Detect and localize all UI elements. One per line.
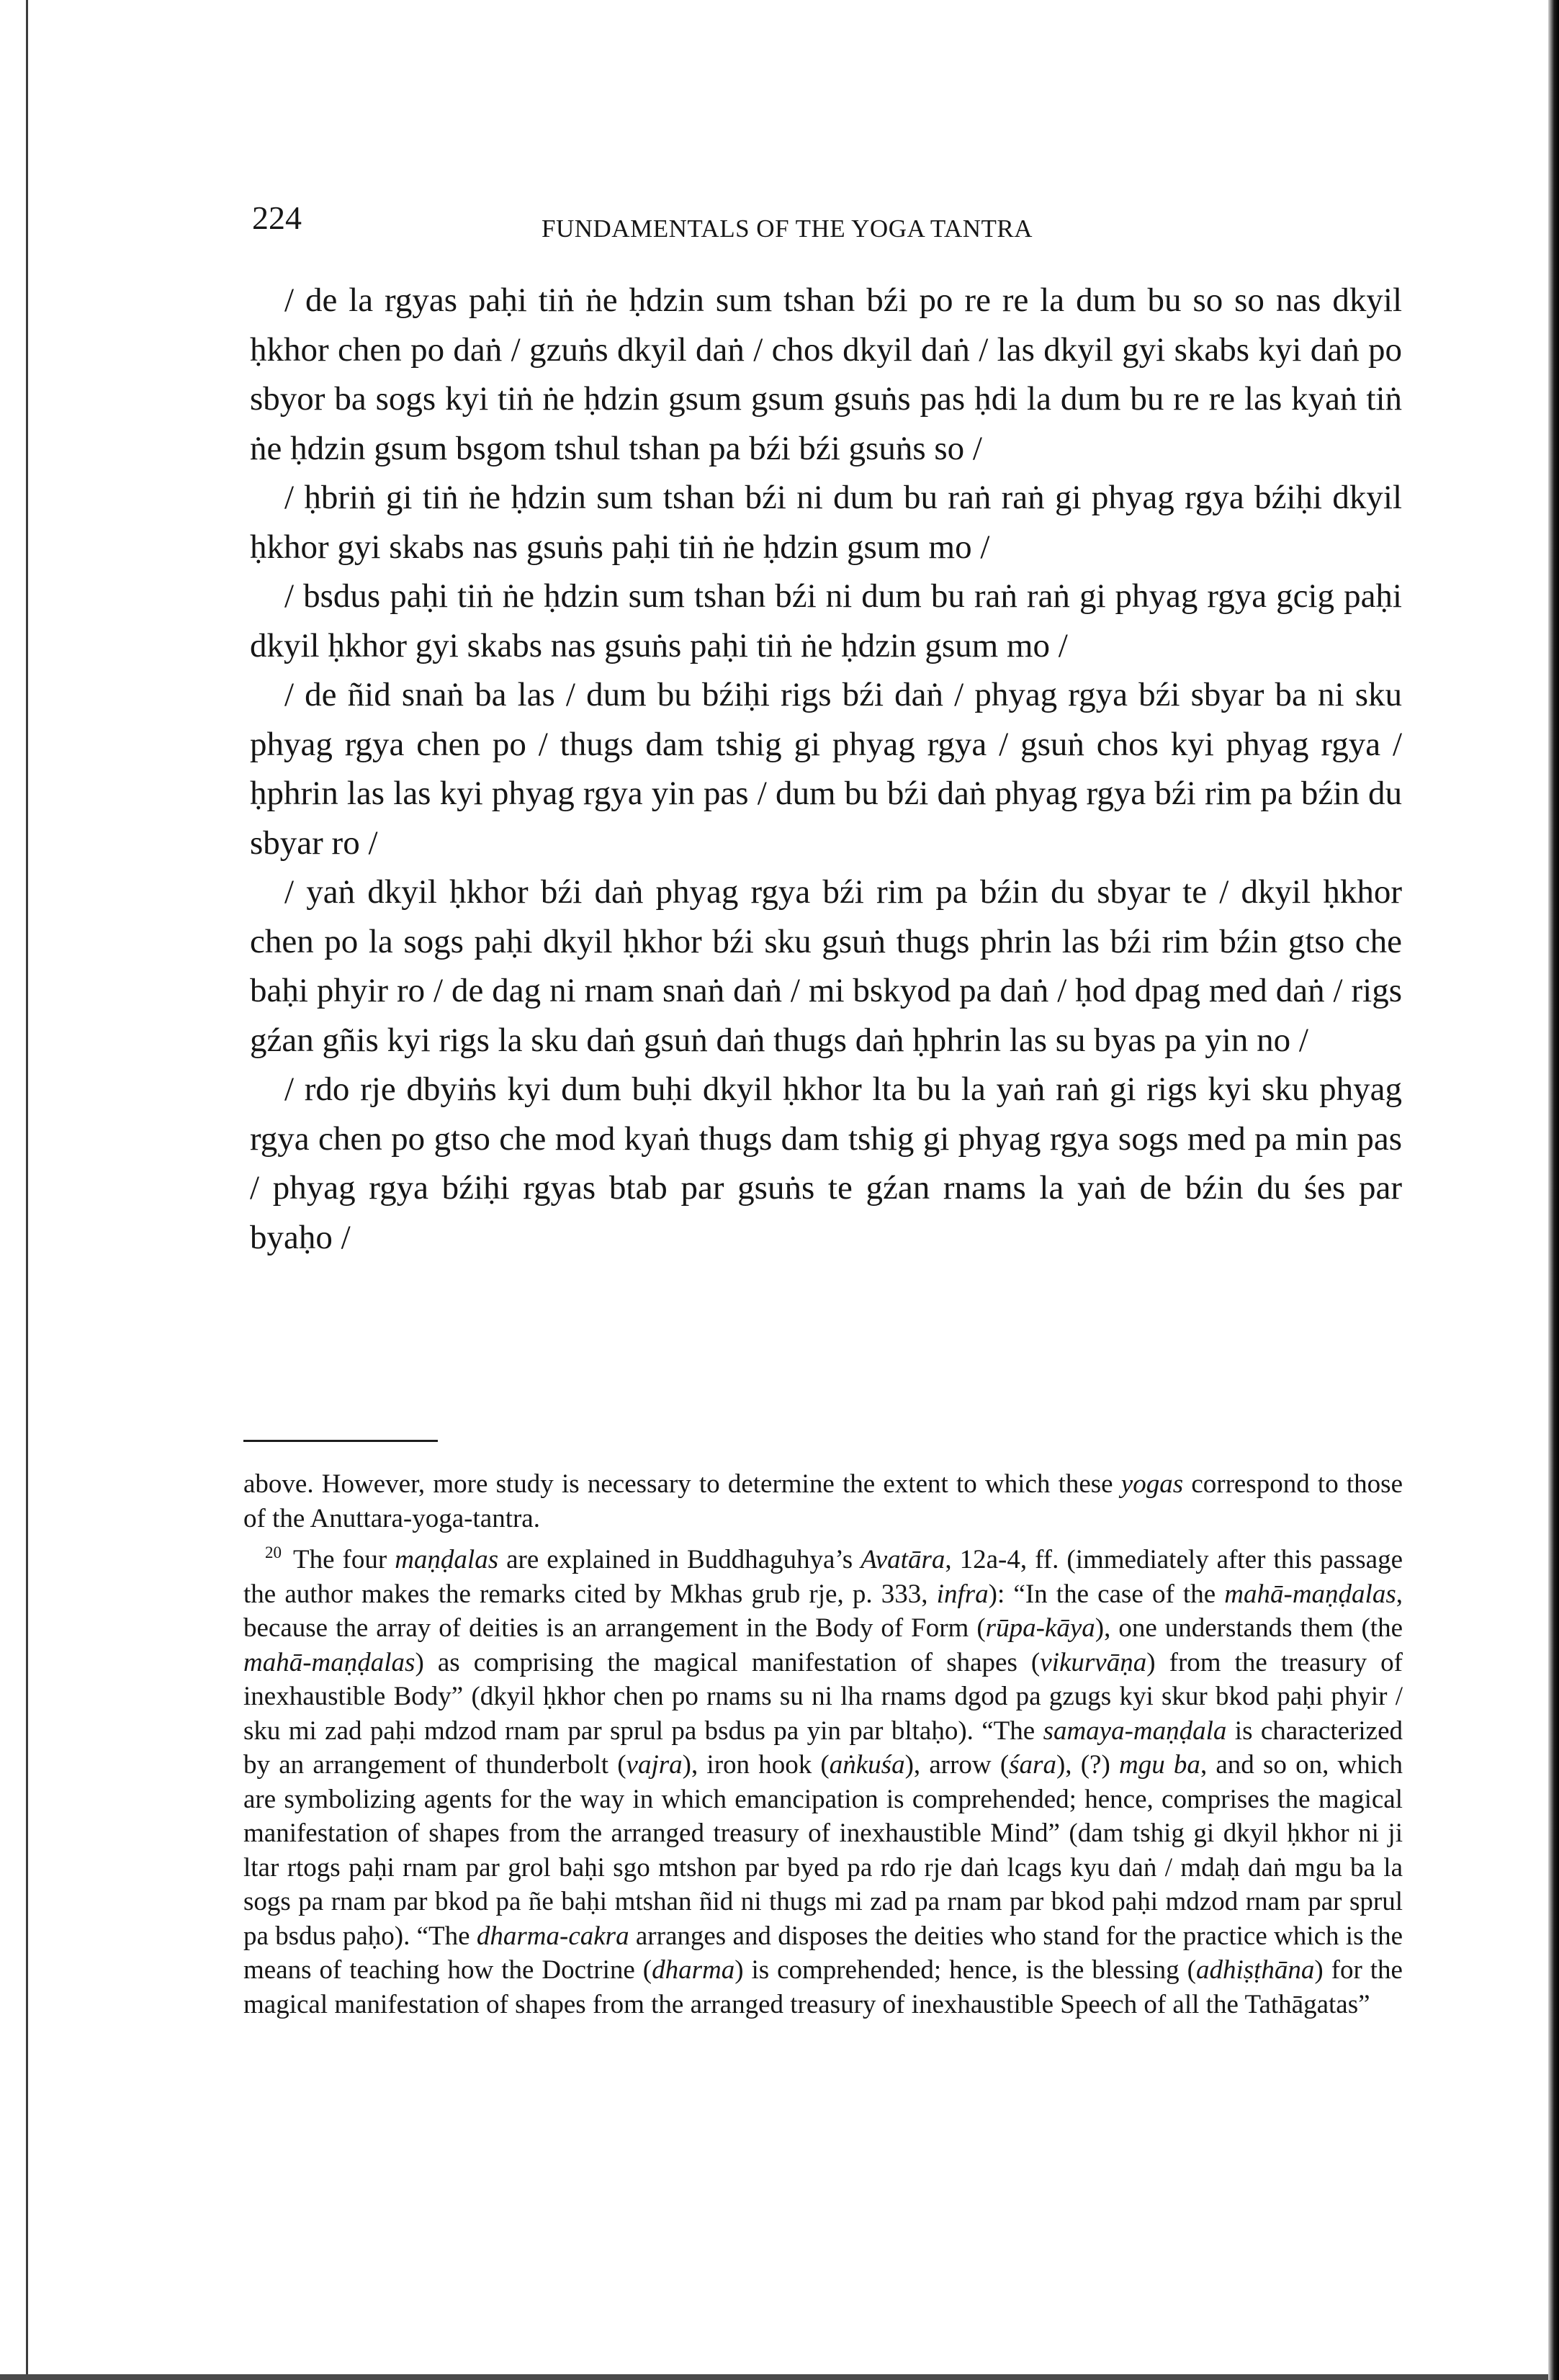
footnote-italic-term: dharma <box>652 1955 735 1985</box>
footnote-italic-term: mahā-maṇḍalas <box>243 1647 415 1677</box>
footnote-italic-term: maṇḍalas <box>395 1545 499 1574</box>
page-left-edge <box>26 0 28 2380</box>
tibetan-paragraph: / ḥbriṅ gi tiṅ ṅe ḥdzin sum tshan bźi ni dum bu raṅ raṅ gi phyag rgya bźiḥi dkyil ḥkhor gyi skabs nas gsuṅs paḥi tiṅ ṅe ḥdzin gsum mo / <box>250 479 1402 566</box>
footnote-italic-term: vajra <box>626 1750 683 1780</box>
tibetan-paragraph: / rdo rje dbyiṅs kyi dum buḥi dkyil ḥkhor lta bu la yaṅ raṅ gi rigs kyi sku phyag rgya chen po gtso che mod kyaṅ thugs dam tshig gi phyag rgya sogs med pa min pas / phyag rgya bźiḥi rgyas btab par gsuṅs te gźan rnams la yaṅ de bźin du śes par byaḥo / <box>250 1070 1402 1256</box>
footnote-separator <box>243 1440 438 1442</box>
book-spine-shadow <box>1548 0 1559 2380</box>
footnote-italic-term: śara <box>1009 1750 1056 1780</box>
footnote-italic-term: samaya-maṇḍala <box>1043 1716 1227 1746</box>
footnote-italic-term: mahā-maṇḍalas <box>1224 1579 1396 1609</box>
tibetan-paragraph: / de ñid snaṅ ba las / dum bu bźiḥi rigs bźi daṅ / phyag rgya bźi sbyar ba ni sku phyag rgya chen po / thugs dam tshig gi phyag rgya / gsuṅ chos kyi phyag rgya / ḥphrin las las kyi phyag rgya yin pas / dum bu bźi daṅ phyag rgya bźi rim pa bźin du sbyar ro / <box>250 676 1402 862</box>
main-text <box>250 276 1402 1262</box>
footnote-20: $^{20}$ The four maṇḍalas are explained in Buddhaguhya’s Avatāra, 12a-4, ff. (immediately after this passage the author makes the remarks cited by Mkhas grub rje, p. 333, infra): “In the case of the mahā-maṇḍalas, because the array of deities is an arrangement in the Body of Form (rūpa-kāya), one understands them (the mahā-maṇḍalas) as comprising the magical manifestation of shapes (vikurvāṇa) from the treasury of inexhaustible Body” (dkyil ḥkhor chen po rnams su ni lha rnams dgod pa gzugs kyi skur bkod paḥi phyir / sku mi zad paḥi mdzod rnam par sprul pa bsdus pa yin par bltaḥo). “The samaya-maṇḍala is characterized by an arrangement of thunderbolt (vajra), iron hook (aṅkuśa), arrow (śara), (?) mgu ba, and so on, which are symbolizing agents for the way in which emancipation is comprehended; hence, comprises the magical manifestation of shapes from the arranged treasury of inexhaustible Mind” (dam tshig gi dkyil ḥkhor ni ji ltar rtogs paḥi rnam par grol baḥi sgo mtshon par byed pa rdo rje daṅ lcags kyu daṅ / mdaḥ daṅ mgu ba la sogs pa rnam par bkod pa ñe baḥi mtshan ñid ni thugs mi zad pa rnam par bkod paḥi mdzod rnam par sprul pa bsdus paḥo). “The dharma-cakra arranges and disposes the deities who stand for the practice which is the means of teaching how the Doctrine (dharma) is comprehended; hence, is the blessing (adhiṣṭhāna) for the magical manifestation of shapes from the arranged treasury of inexhaustible Speech of all the Tathāgatas” <box>243 1543 1403 2019</box>
footnote-italic-term: mgu ba <box>1119 1750 1200 1780</box>
footnote-continuation <box>243 1467 1403 1536</box>
running-header-title: FUNDAMENTALS OF THE YOGA TANTRA <box>542 215 1033 243</box>
footnote-italic-term: infra <box>936 1579 989 1609</box>
page-bottom-edge <box>0 2374 1548 2380</box>
tibetan-paragraph: / yaṅ dkyil ḥkhor bźi daṅ phyag rgya bźi rim pa bźin du sbyar te / dkyil ḥkhor chen po la sogs paḥi dkyil ḥkhor bźi sku gsuṅ thugs phrin las bźi rim bźin gtso che baḥi phyir ro / de dag ni rnam snaṅ daṅ / mi bskyod pa daṅ / ḥod dpag med daṅ / rigs gźan gñis kyi rigs la sku daṅ gsuṅ daṅ thugs daṅ ḥphrin las su byas pa yin no / <box>250 873 1402 1059</box>
footnote-italic-term: vikurvāṇa <box>1040 1647 1147 1677</box>
tibetan-paragraph: / bsdus paḥi tiṅ ṅe ḥdzin sum tshan bźi ni dum bu raṅ raṅ gi phyag rgya gcig paḥi dkyil ḥkhor gyi skabs nas gsuṅs paḥi tiṅ ṅe ḥdzin gsum mo / <box>250 577 1402 664</box>
footnote-italic-term: Avatāra <box>861 1545 945 1574</box>
footnote-text: above. However, more study is necessary to determine the extent to which these <box>243 1469 1121 1499</box>
footnotes <box>243 1467 1403 2021</box>
footnote-italic-term: aṅkuśa <box>829 1750 905 1780</box>
page-number: 224 <box>252 199 302 236</box>
footnote-text: correspond to those of the Anuttara-yoga-tantra. <box>243 1469 1403 1533</box>
tibetan-paragraph: / de la rgyas paḥi tiṅ ṅe ḥdzin sum tshan bźi po re re la dum bu so so nas dkyil ḥkhor chen po daṅ / gzuṅs dkyil daṅ / chos dkyil daṅ / las dkyil gyi skabs kyi daṅ po sbyor ba sogs kyi tiṅ ṅe ḥdzin gsum gsum gsuṅs pas ḥdi la dum bu re re las kyaṅ tiṅ ṅe ḥdzin gsum bsgom tshul tshan pa bźi bźi gsuṅs so / <box>250 281 1402 467</box>
footnote-italic-term: dharma-cakra <box>476 1921 629 1951</box>
footnote-italic-term: adhiṣṭhāna <box>1195 1955 1315 1985</box>
footnote-italic-term: yogas <box>1120 1469 1184 1499</box>
footnote-marker: 20 <box>265 1543 282 1561</box>
footnote-italic-term: rūpa-kāya <box>985 1613 1095 1643</box>
